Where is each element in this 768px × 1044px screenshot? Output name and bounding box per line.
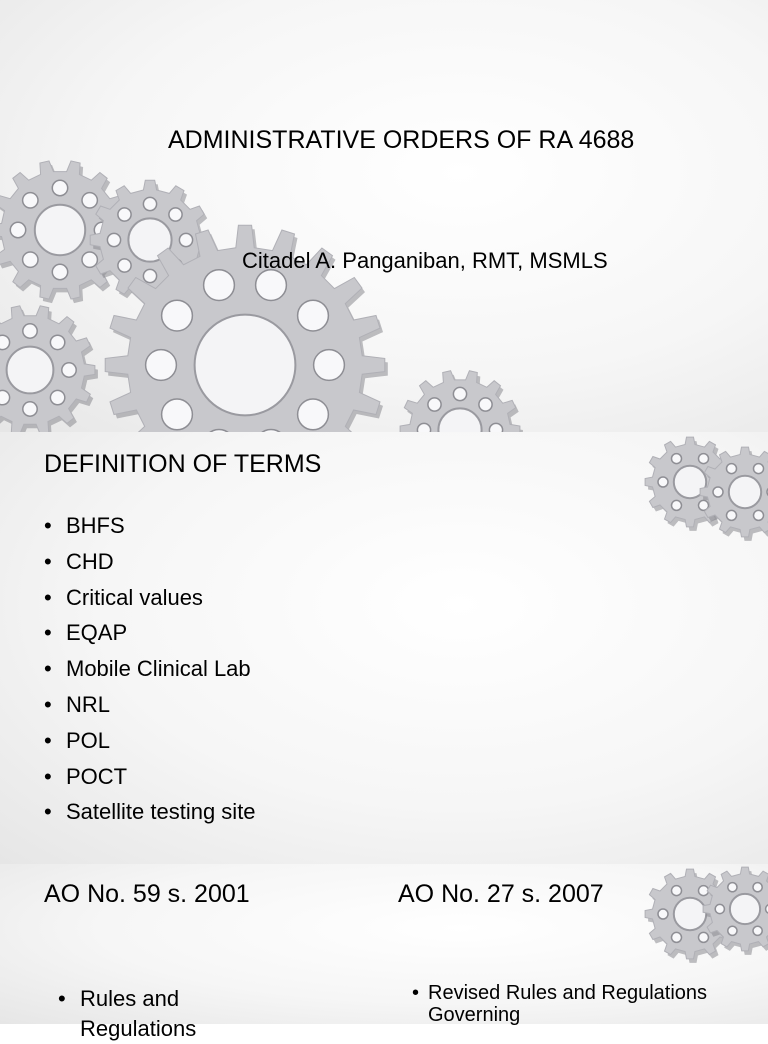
gear-icon	[0, 306, 98, 438]
bullet-icon: •	[412, 982, 420, 1004]
term-label: CHD	[66, 548, 114, 574]
term-label: EQAP	[66, 620, 128, 646]
term-label: Satellite testing site	[66, 799, 256, 825]
term-label: BHFS	[66, 513, 125, 538]
terms-list	[44, 508, 256, 830]
bullet-icon: •	[58, 986, 66, 1011]
definition-slide	[0, 432, 768, 864]
bullet-icon: •	[44, 620, 52, 646]
ao-item-label: Rules and Regulations	[80, 986, 197, 1041]
term-label: Mobile Clinical Lab	[66, 656, 251, 682]
slide-heading: DEFINITION OF TERMS	[44, 450, 322, 478]
list-item	[44, 580, 256, 616]
list-item	[412, 982, 712, 1026]
list-item	[44, 615, 256, 651]
list-item	[44, 723, 256, 759]
term-label: Critical values	[66, 584, 203, 610]
list-item	[58, 984, 258, 1044]
bullet-icon: •	[44, 548, 52, 574]
ao-item-label: Revised Rules and Regulations Governing	[428, 982, 708, 1026]
list-item	[44, 687, 256, 723]
ao-slide	[0, 864, 768, 1041]
list-item	[44, 759, 256, 795]
title-slide	[0, 0, 768, 432]
list-item	[44, 651, 256, 687]
presentation-title: ADMINISTRATIVE ORDERS OF RA 4688	[168, 126, 635, 154]
bullet-icon: •	[44, 656, 52, 682]
list-item	[44, 508, 256, 544]
presenter-name: Citadel A. Panganiban, RMT, MSMLS	[242, 248, 608, 273]
ao-59-list	[58, 984, 258, 1044]
ao-27-heading: AO No. 27 s. 2007	[398, 880, 604, 908]
term-label: POCT	[66, 763, 128, 789]
bullet-icon: •	[44, 513, 52, 538]
term-label: NRL	[66, 691, 111, 717]
bullet-icon: •	[44, 691, 52, 717]
bullet-icon: •	[44, 799, 52, 825]
gears-decoration	[0, 0, 768, 432]
bullet-icon: •	[44, 763, 52, 789]
bullet-icon: •	[44, 727, 52, 753]
list-item	[44, 794, 256, 830]
bullet-icon: •	[44, 584, 52, 610]
term-label: POL	[66, 727, 111, 753]
ao-59-heading: AO No. 59 s. 2001	[44, 880, 250, 908]
list-item	[44, 544, 256, 580]
ao-27-list	[412, 982, 712, 1026]
